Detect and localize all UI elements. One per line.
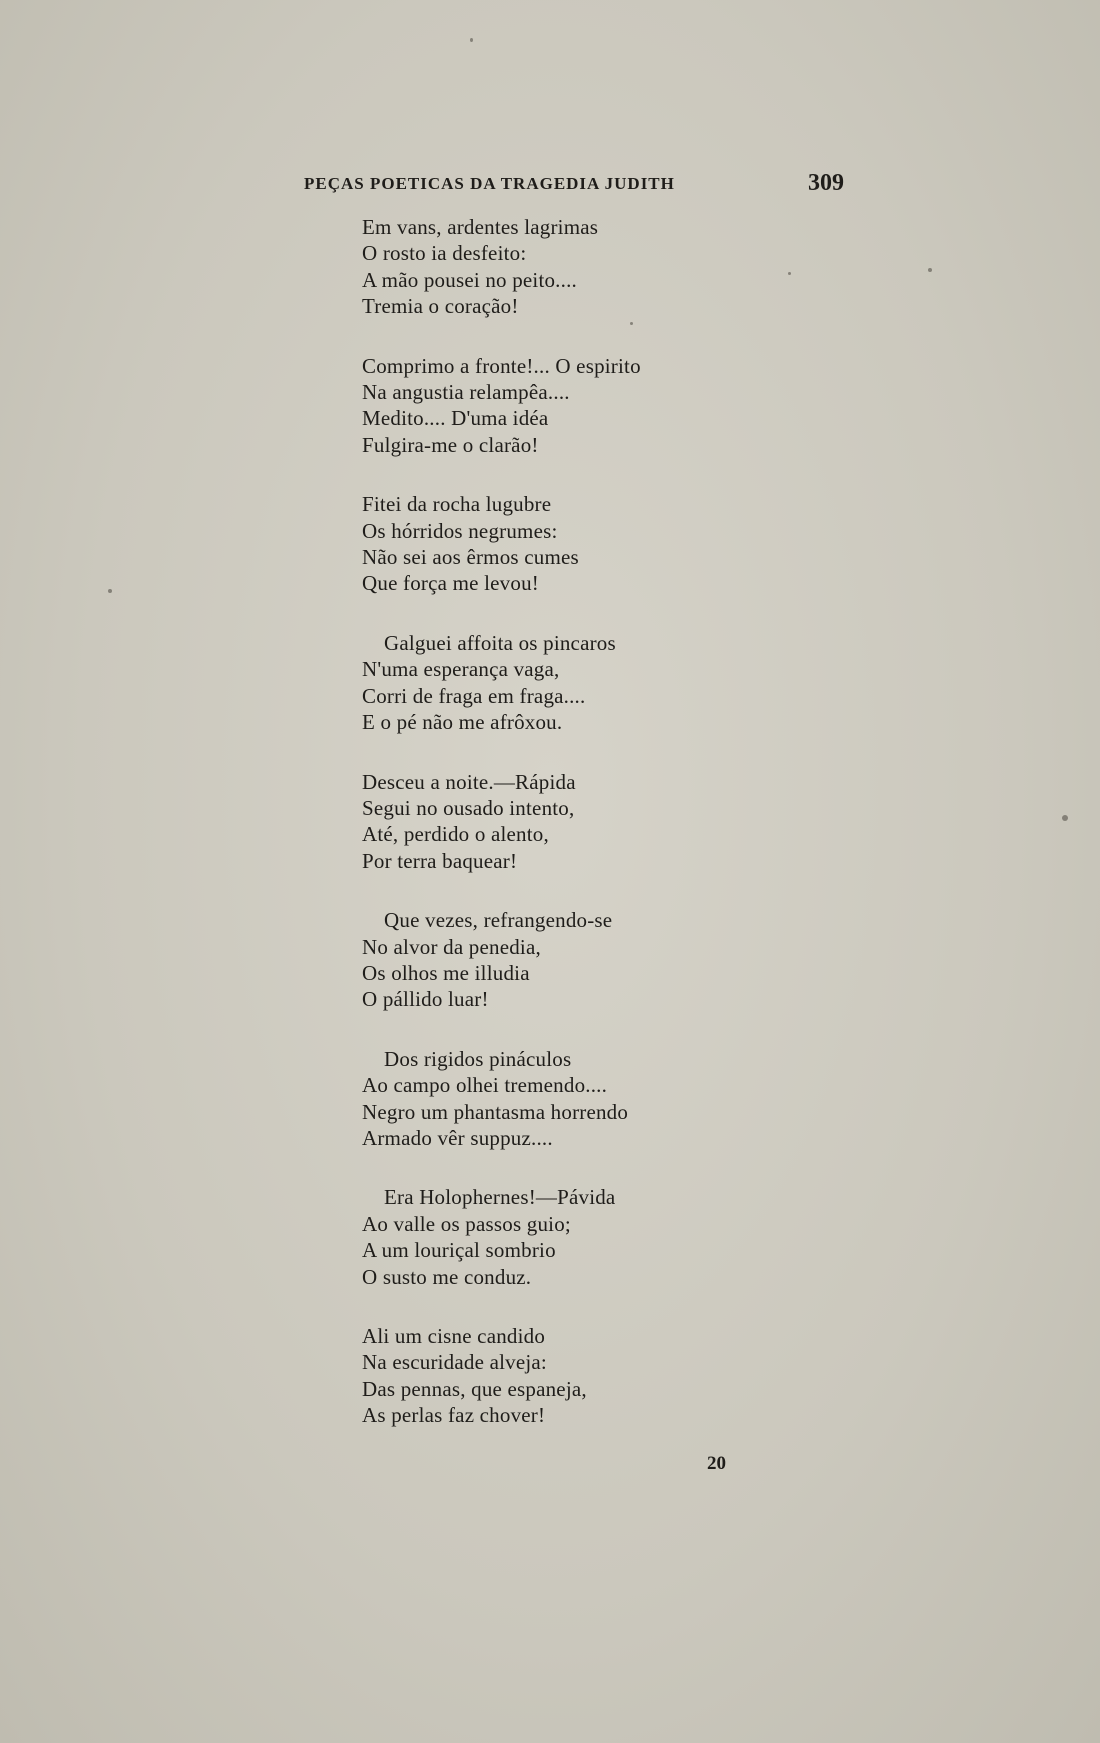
paper-speck bbox=[788, 272, 791, 275]
stanza bbox=[362, 630, 722, 736]
stanza bbox=[362, 214, 722, 320]
verse-line: Tremia o coração! bbox=[362, 294, 519, 319]
running-title: PEÇAS POETICAS DA TRAGEDIA JUDITH bbox=[304, 174, 675, 193]
verse-line: O susto me conduz. bbox=[362, 1264, 532, 1289]
verse-line: Corri de fraga em fraga.... bbox=[362, 683, 586, 708]
verse-line: Até, perdido o alento, bbox=[362, 822, 549, 847]
stanza bbox=[362, 1184, 722, 1290]
stanza bbox=[362, 353, 722, 459]
verse-line: As perlas faz chover! bbox=[362, 1403, 546, 1428]
verse-line: Galguei affoita os pincaros bbox=[384, 630, 616, 655]
paper-speck bbox=[928, 268, 932, 272]
verse-line: Os olhos me illudia bbox=[362, 960, 530, 985]
verse-line: Fitei da rocha lugubre bbox=[362, 492, 552, 517]
verse-line: E o pé não me afrôxou. bbox=[362, 710, 563, 735]
stanza bbox=[362, 1323, 722, 1429]
verse-line: Fulgira-me o clarão! bbox=[362, 432, 539, 457]
verse-line: Em vans, ardentes lagrimas bbox=[362, 215, 599, 239]
verse-line: Medito.... D'uma idéa bbox=[362, 406, 549, 431]
stanza bbox=[362, 769, 722, 875]
verse-line: Por terra baquear! bbox=[362, 848, 518, 873]
verse-line: Segui no ousado intento, bbox=[362, 795, 575, 820]
verse-line: N'uma esperança vaga, bbox=[362, 657, 560, 682]
paper-speck bbox=[630, 322, 633, 325]
paper-speck bbox=[470, 38, 473, 42]
verse-line: O rosto ia desfeito: bbox=[362, 241, 527, 266]
verse-line: Das pennas, que espaneja, bbox=[362, 1376, 587, 1401]
verse-line: Negro um phantasma horrendo bbox=[362, 1099, 629, 1124]
verse-line: Que força me levou! bbox=[362, 571, 539, 596]
verse-line: Comprimo a fronte!... O espirito bbox=[362, 353, 641, 378]
paper-speck bbox=[108, 589, 112, 593]
verse-line: Na angustia relampêa.... bbox=[362, 380, 570, 405]
paper-speck bbox=[1062, 815, 1068, 821]
page-number: 309 bbox=[808, 170, 844, 196]
verse-line: Não sei aos êrmos cumes bbox=[362, 545, 579, 570]
verse-line: Era Holophernes!—Pávida bbox=[384, 1185, 616, 1210]
verse-line: A mão pousei no peito.... bbox=[362, 267, 577, 292]
verse-line: Na escuridade alveja: bbox=[362, 1350, 547, 1375]
signature-mark: 20 bbox=[707, 1453, 726, 1474]
verse-line: Que vezes, refrangendo-se bbox=[384, 908, 613, 933]
stanza bbox=[362, 491, 722, 597]
verse-line: Os hórridos negrumes: bbox=[362, 518, 558, 543]
verse-line: O pállido luar! bbox=[362, 987, 489, 1012]
verse-line: Desceu a noite.—Rápida bbox=[362, 769, 576, 794]
verse-line: No alvor da penedia, bbox=[362, 934, 541, 959]
verse-line: A um louriçal sombrio bbox=[362, 1238, 556, 1263]
page-header bbox=[304, 172, 844, 200]
verse-line: Dos rigidos pináculos bbox=[384, 1046, 572, 1071]
verse-line: Armado vêr suppuz.... bbox=[362, 1125, 553, 1150]
stanza bbox=[362, 907, 722, 1013]
stanza bbox=[362, 1046, 722, 1152]
poem bbox=[362, 214, 722, 1462]
verse-line: Ali um cisne candido bbox=[362, 1324, 546, 1348]
verse-line: Ao valle os passos guio; bbox=[362, 1211, 571, 1236]
verse-line: Ao campo olhei tremendo.... bbox=[362, 1073, 608, 1098]
